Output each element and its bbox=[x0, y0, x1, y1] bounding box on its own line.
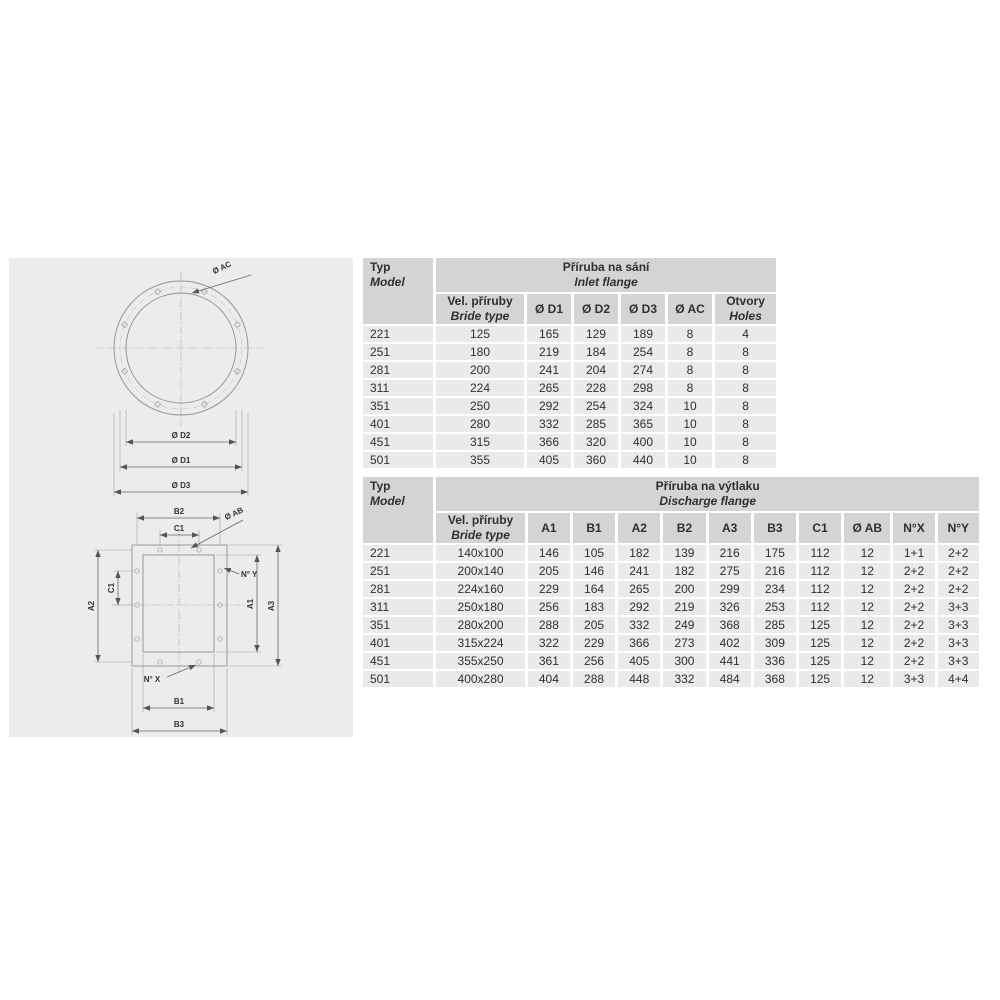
col-c1: C1 bbox=[799, 513, 841, 543]
table-cell: 8 bbox=[668, 326, 712, 342]
table-cell: 250x180 bbox=[436, 599, 524, 615]
table-cell: 140x100 bbox=[436, 545, 524, 561]
table-cell: 229 bbox=[573, 635, 615, 651]
bride-cz: Vel. příruby bbox=[447, 294, 513, 308]
bride-en: Bride type bbox=[450, 309, 510, 323]
table-cell: 205 bbox=[573, 617, 615, 633]
table-cell: 501 bbox=[363, 671, 433, 687]
table-cell: 200 bbox=[436, 362, 524, 378]
discharge-table-body bbox=[363, 545, 979, 687]
dim-label-d3: Ø D3 bbox=[171, 481, 191, 490]
table-cell: 105 bbox=[573, 545, 615, 561]
table-cell: 8 bbox=[715, 380, 776, 396]
dim-label-a1: A1 bbox=[246, 598, 255, 610]
table-cell: 12 bbox=[844, 599, 890, 615]
table-row bbox=[363, 416, 776, 432]
typ-model-header bbox=[363, 477, 433, 543]
table-row bbox=[363, 434, 776, 450]
typ-model-header bbox=[363, 258, 433, 324]
table-cell: 361 bbox=[528, 653, 570, 669]
table-cell: 8 bbox=[715, 416, 776, 432]
dim-label-b3: B3 bbox=[173, 720, 185, 729]
model-label: Model bbox=[370, 275, 405, 289]
inlet-table-header bbox=[363, 258, 776, 324]
table-cell: 311 bbox=[363, 380, 433, 396]
table-cell: 125 bbox=[799, 635, 841, 651]
dim-label-ac: Ø AC bbox=[211, 259, 233, 276]
table-cell: 8 bbox=[668, 380, 712, 396]
table-cell: 12 bbox=[844, 653, 890, 669]
table-cell: 322 bbox=[528, 635, 570, 651]
typ-label: Typ bbox=[370, 260, 391, 274]
table-cell: 355x250 bbox=[436, 653, 524, 669]
discharge-flange-title bbox=[436, 477, 979, 511]
table-cell: 165 bbox=[527, 326, 571, 342]
table-cell: 221 bbox=[363, 326, 433, 342]
table-row bbox=[363, 653, 979, 669]
table-cell: 200 bbox=[663, 581, 705, 597]
table-cell: 404 bbox=[528, 671, 570, 687]
table-cell: 285 bbox=[574, 416, 618, 432]
dim-label-c1-left: C1 bbox=[107, 582, 116, 594]
col-a2: A2 bbox=[618, 513, 660, 543]
title-en: Inlet flange bbox=[574, 275, 638, 289]
table-cell: 182 bbox=[663, 563, 705, 579]
table-cell: 125 bbox=[799, 617, 841, 633]
table-cell: 280 bbox=[436, 416, 524, 432]
table-cell: 405 bbox=[618, 653, 660, 669]
table-cell: 200x140 bbox=[436, 563, 524, 579]
table-cell: 400x280 bbox=[436, 671, 524, 687]
table-cell: 332 bbox=[663, 671, 705, 687]
table-cell: 256 bbox=[528, 599, 570, 615]
table-cell: 10 bbox=[668, 398, 712, 414]
table-cell: 281 bbox=[363, 581, 433, 597]
table-cell: 285 bbox=[754, 617, 796, 633]
col-bride-type bbox=[436, 513, 524, 543]
table-cell: 273 bbox=[663, 635, 705, 651]
table-cell: 183 bbox=[573, 599, 615, 615]
dim-label-ny: N° Y bbox=[241, 570, 258, 579]
table-cell: 8 bbox=[715, 452, 776, 468]
table-cell: 251 bbox=[363, 563, 433, 579]
table-cell: 400 bbox=[621, 434, 665, 450]
table-cell: 216 bbox=[754, 563, 796, 579]
table-cell: 275 bbox=[709, 563, 751, 579]
table-cell: 224 bbox=[436, 380, 524, 396]
table-cell: 205 bbox=[528, 563, 570, 579]
table-row bbox=[363, 398, 776, 414]
table-cell: 360 bbox=[574, 452, 618, 468]
table-cell: 234 bbox=[754, 581, 796, 597]
table-cell: 315 bbox=[436, 434, 524, 450]
table-cell: 311 bbox=[363, 599, 433, 615]
table-cell: 484 bbox=[709, 671, 751, 687]
model-label: Model bbox=[370, 494, 405, 508]
extension-lines-discharge bbox=[94, 513, 282, 735]
discharge-flange-table bbox=[360, 475, 982, 689]
table-cell: 2+2 bbox=[893, 581, 934, 597]
table-cell: 229 bbox=[528, 581, 570, 597]
table-cell: 288 bbox=[528, 617, 570, 633]
table-row bbox=[363, 545, 979, 561]
table-row bbox=[363, 581, 979, 597]
table-cell: 112 bbox=[799, 599, 841, 615]
discharge-table-header bbox=[363, 477, 979, 543]
table-cell: 2+2 bbox=[938, 545, 979, 561]
table-cell: 336 bbox=[754, 653, 796, 669]
table-cell: 204 bbox=[574, 362, 618, 378]
table-cell: 4 bbox=[715, 326, 776, 342]
table-cell: 254 bbox=[621, 344, 665, 360]
table-cell: 2+2 bbox=[893, 599, 934, 615]
table-cell: 351 bbox=[363, 398, 433, 414]
table-row bbox=[363, 362, 776, 378]
table-cell: 280x200 bbox=[436, 617, 524, 633]
bolt-holes bbox=[135, 548, 222, 664]
table-cell: 3+3 bbox=[938, 635, 979, 651]
table-cell: 402 bbox=[709, 635, 751, 651]
table-cell: 441 bbox=[709, 653, 751, 669]
table-cell: 2+2 bbox=[893, 617, 934, 633]
table-cell: 221 bbox=[363, 545, 433, 561]
flange-drawings-panel bbox=[9, 258, 353, 737]
inlet-table-body bbox=[363, 326, 776, 468]
col-bride-type bbox=[436, 294, 524, 324]
table-cell: 2+2 bbox=[893, 653, 934, 669]
table-cell: 2+2 bbox=[893, 563, 934, 579]
col-d3: Ø D3 bbox=[621, 294, 665, 324]
table-cell: 164 bbox=[573, 581, 615, 597]
flange-drawings bbox=[9, 258, 353, 737]
table-cell: 12 bbox=[844, 563, 890, 579]
table-row bbox=[363, 635, 979, 651]
table-cell: 292 bbox=[618, 599, 660, 615]
table-cell: 249 bbox=[663, 617, 705, 633]
table-cell: 256 bbox=[573, 653, 615, 669]
table-row bbox=[363, 563, 979, 579]
table-cell: 112 bbox=[799, 563, 841, 579]
table-cell: 3+3 bbox=[938, 653, 979, 669]
col-a3: A3 bbox=[709, 513, 751, 543]
dim-label-a3: A3 bbox=[267, 600, 276, 612]
outer-rect bbox=[132, 545, 227, 666]
table-cell: 281 bbox=[363, 362, 433, 378]
table-row bbox=[363, 617, 979, 633]
col-ny: N°Y bbox=[938, 513, 979, 543]
table-cell: 3+3 bbox=[938, 617, 979, 633]
table-row bbox=[363, 671, 979, 687]
table-row bbox=[363, 452, 776, 468]
nx-leader-line bbox=[167, 665, 196, 677]
table-cell: 274 bbox=[621, 362, 665, 378]
table-cell: 300 bbox=[663, 653, 705, 669]
col-holes bbox=[715, 294, 776, 324]
table-cell: 180 bbox=[436, 344, 524, 360]
table-cell: 10 bbox=[668, 416, 712, 432]
table-cell: 8 bbox=[668, 362, 712, 378]
table-cell: 366 bbox=[618, 635, 660, 651]
discharge-flange-drawing bbox=[87, 505, 282, 735]
table-cell: 351 bbox=[363, 617, 433, 633]
col-ac: Ø AC bbox=[668, 294, 712, 324]
typ-label: Typ bbox=[370, 479, 391, 493]
table-cell: 299 bbox=[709, 581, 751, 597]
table-cell: 12 bbox=[844, 581, 890, 597]
table-cell: 315x224 bbox=[436, 635, 524, 651]
col-b1: B1 bbox=[573, 513, 615, 543]
inlet-flange-title bbox=[436, 258, 776, 292]
table-row bbox=[363, 599, 979, 615]
table-cell: 401 bbox=[363, 416, 433, 432]
table-cell: 8 bbox=[715, 362, 776, 378]
table-cell: 112 bbox=[799, 545, 841, 561]
table-cell: 451 bbox=[363, 434, 433, 450]
table-cell: 8 bbox=[715, 434, 776, 450]
dim-label-nx: N° X bbox=[143, 675, 161, 684]
table-cell: 4+4 bbox=[938, 671, 979, 687]
table-cell: 8 bbox=[715, 344, 776, 360]
table-cell: 12 bbox=[844, 671, 890, 687]
col-ab: Ø AB bbox=[844, 513, 890, 543]
table-cell: 3+3 bbox=[893, 671, 934, 687]
table-cell: 8 bbox=[715, 398, 776, 414]
table-cell: 332 bbox=[618, 617, 660, 633]
table-cell: 125 bbox=[436, 326, 524, 342]
col-b2: B2 bbox=[663, 513, 705, 543]
table-cell: 292 bbox=[527, 398, 571, 414]
table-cell: 405 bbox=[527, 452, 571, 468]
table-cell: 1+1 bbox=[893, 545, 934, 561]
dim-label-b2: B2 bbox=[173, 507, 185, 516]
table-cell: 401 bbox=[363, 635, 433, 651]
title-cz: Příruba na sání bbox=[562, 260, 650, 274]
table-cell: 224x160 bbox=[436, 581, 524, 597]
table-cell: 366 bbox=[527, 434, 571, 450]
table-cell: 10 bbox=[668, 452, 712, 468]
table-cell: 241 bbox=[527, 362, 571, 378]
dim-label-d2: Ø D2 bbox=[171, 431, 191, 440]
table-cell: 368 bbox=[754, 671, 796, 687]
table-cell: 251 bbox=[363, 344, 433, 360]
table-cell: 12 bbox=[844, 545, 890, 561]
table-cell: 12 bbox=[844, 635, 890, 651]
table-cell: 139 bbox=[663, 545, 705, 561]
table-cell: 12 bbox=[844, 617, 890, 633]
table-cell: 2+2 bbox=[938, 563, 979, 579]
table-cell: 146 bbox=[528, 545, 570, 561]
ny-leader-line bbox=[224, 568, 239, 574]
inlet-flange-table bbox=[360, 256, 779, 470]
table-cell: 2+2 bbox=[893, 635, 934, 651]
holes-cz: Otvory bbox=[726, 294, 765, 308]
table-cell: 219 bbox=[527, 344, 571, 360]
inner-rect bbox=[143, 555, 214, 652]
dim-label-a2: A2 bbox=[87, 600, 96, 612]
table-cell: 254 bbox=[574, 398, 618, 414]
table-cell: 451 bbox=[363, 653, 433, 669]
table-cell: 365 bbox=[621, 416, 665, 432]
table-cell: 146 bbox=[573, 563, 615, 579]
table-cell: 320 bbox=[574, 434, 618, 450]
table-cell: 332 bbox=[527, 416, 571, 432]
title-cz: Příruba na výtlaku bbox=[655, 479, 760, 493]
inlet-flange-drawing bbox=[95, 259, 267, 496]
table-cell: 175 bbox=[754, 545, 796, 561]
table-cell: 182 bbox=[618, 545, 660, 561]
dim-label-c1-top: C1 bbox=[173, 524, 185, 533]
table-cell: 125 bbox=[799, 671, 841, 687]
table-cell: 368 bbox=[709, 617, 751, 633]
col-a1: A1 bbox=[528, 513, 570, 543]
table-cell: 216 bbox=[709, 545, 751, 561]
table-cell: 298 bbox=[621, 380, 665, 396]
table-row bbox=[363, 344, 776, 360]
table-cell: 250 bbox=[436, 398, 524, 414]
table-row bbox=[363, 380, 776, 396]
holes-en: Holes bbox=[729, 309, 762, 323]
table-cell: 112 bbox=[799, 581, 841, 597]
table-cell: 2+2 bbox=[938, 581, 979, 597]
table-cell: 219 bbox=[663, 599, 705, 615]
table-cell: 501 bbox=[363, 452, 433, 468]
title-en: Discharge flange bbox=[659, 494, 757, 508]
col-nx: N°X bbox=[893, 513, 934, 543]
table-cell: 355 bbox=[436, 452, 524, 468]
table-cell: 265 bbox=[618, 581, 660, 597]
table-cell: 253 bbox=[754, 599, 796, 615]
dim-label-b1: B1 bbox=[173, 697, 185, 706]
bride-cz: Vel. příruby bbox=[447, 513, 514, 527]
dim-label-ab: Ø AB bbox=[223, 505, 245, 522]
table-cell: 309 bbox=[754, 635, 796, 651]
table-cell: 10 bbox=[668, 434, 712, 450]
table-cell: 265 bbox=[527, 380, 571, 396]
col-d1: Ø D1 bbox=[527, 294, 571, 324]
table-cell: 288 bbox=[573, 671, 615, 687]
table-cell: 326 bbox=[709, 599, 751, 615]
table-cell: 324 bbox=[621, 398, 665, 414]
table-cell: 125 bbox=[799, 653, 841, 669]
table-cell: 440 bbox=[621, 452, 665, 468]
table-cell: 129 bbox=[574, 326, 618, 342]
table-cell: 241 bbox=[618, 563, 660, 579]
bride-en: Bride type bbox=[451, 528, 510, 542]
dim-label-d1: Ø D1 bbox=[171, 456, 191, 465]
table-cell: 448 bbox=[618, 671, 660, 687]
col-d2: Ø D2 bbox=[574, 294, 618, 324]
table-cell: 3+3 bbox=[938, 599, 979, 615]
col-b3: B3 bbox=[754, 513, 796, 543]
table-cell: 228 bbox=[574, 380, 618, 396]
table-cell: 184 bbox=[574, 344, 618, 360]
table-cell: 8 bbox=[668, 344, 712, 360]
table-cell: 189 bbox=[621, 326, 665, 342]
table-row bbox=[363, 326, 776, 342]
